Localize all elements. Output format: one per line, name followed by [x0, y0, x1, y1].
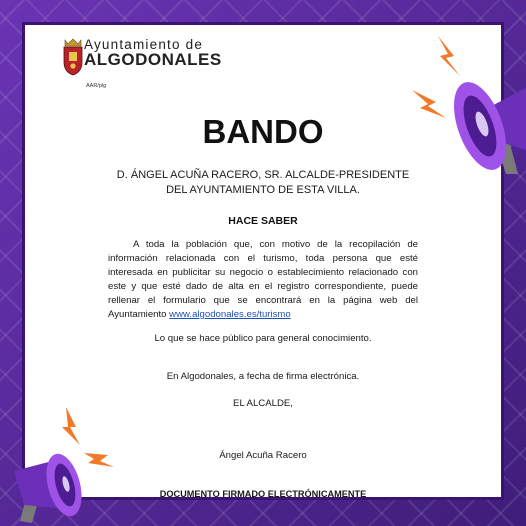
signer-title: EL ALCALDE, — [233, 398, 293, 409]
closing-statement: Lo que se hace público para general conocimiento. — [154, 333, 372, 344]
municipality-logo — [84, 37, 222, 70]
body-paragraph — [108, 238, 418, 322]
tourism-link[interactable]: www.algodonales.es/turismo — [169, 309, 291, 320]
logo-line-2: ALGODONALES — [84, 50, 222, 69]
coat-of-arms-icon — [62, 38, 84, 76]
logo-line-1: Ayuntamiento de — [84, 37, 204, 52]
electronic-signature-note: DOCUMENTO FIRMADO ELECTRÓNICAMENTE — [159, 489, 367, 499]
section-heading: HACE SABER — [228, 215, 298, 227]
lightning-bolt-icon — [84, 453, 114, 467]
document-title: BANDO — [202, 113, 324, 150]
place-date: En Algodonales, a fecha de firma electrónica. — [166, 371, 360, 382]
megaphone-icon — [410, 30, 526, 180]
megaphone-icon — [14, 405, 114, 526]
lightning-bolt-icon — [412, 90, 446, 118]
issuer-text: D. ÁNGEL ACUÑA RACERO, SR. ALCALDE-PRESIDENTE DEL AYUNTAMIENTO DE ESTA VILLA. — [116, 169, 410, 196]
reference-code: AAR/plg — [86, 83, 107, 89]
signer-name: Ángel Acuña Racero — [219, 450, 307, 461]
lightning-bolt-icon — [438, 36, 460, 76]
lightning-bolt-icon — [62, 407, 80, 445]
body-text: A toda la población que, con motivo de la recopilación de información relacionada con el turismo, toda persona que esté interesada en publicitar su negocio o establecimiento relacionado con este y que esté dado de alta en el registro correspondiente, puede rellenar el formulario que se encontrará en la página web del Ayuntamiento — [108, 239, 418, 320]
